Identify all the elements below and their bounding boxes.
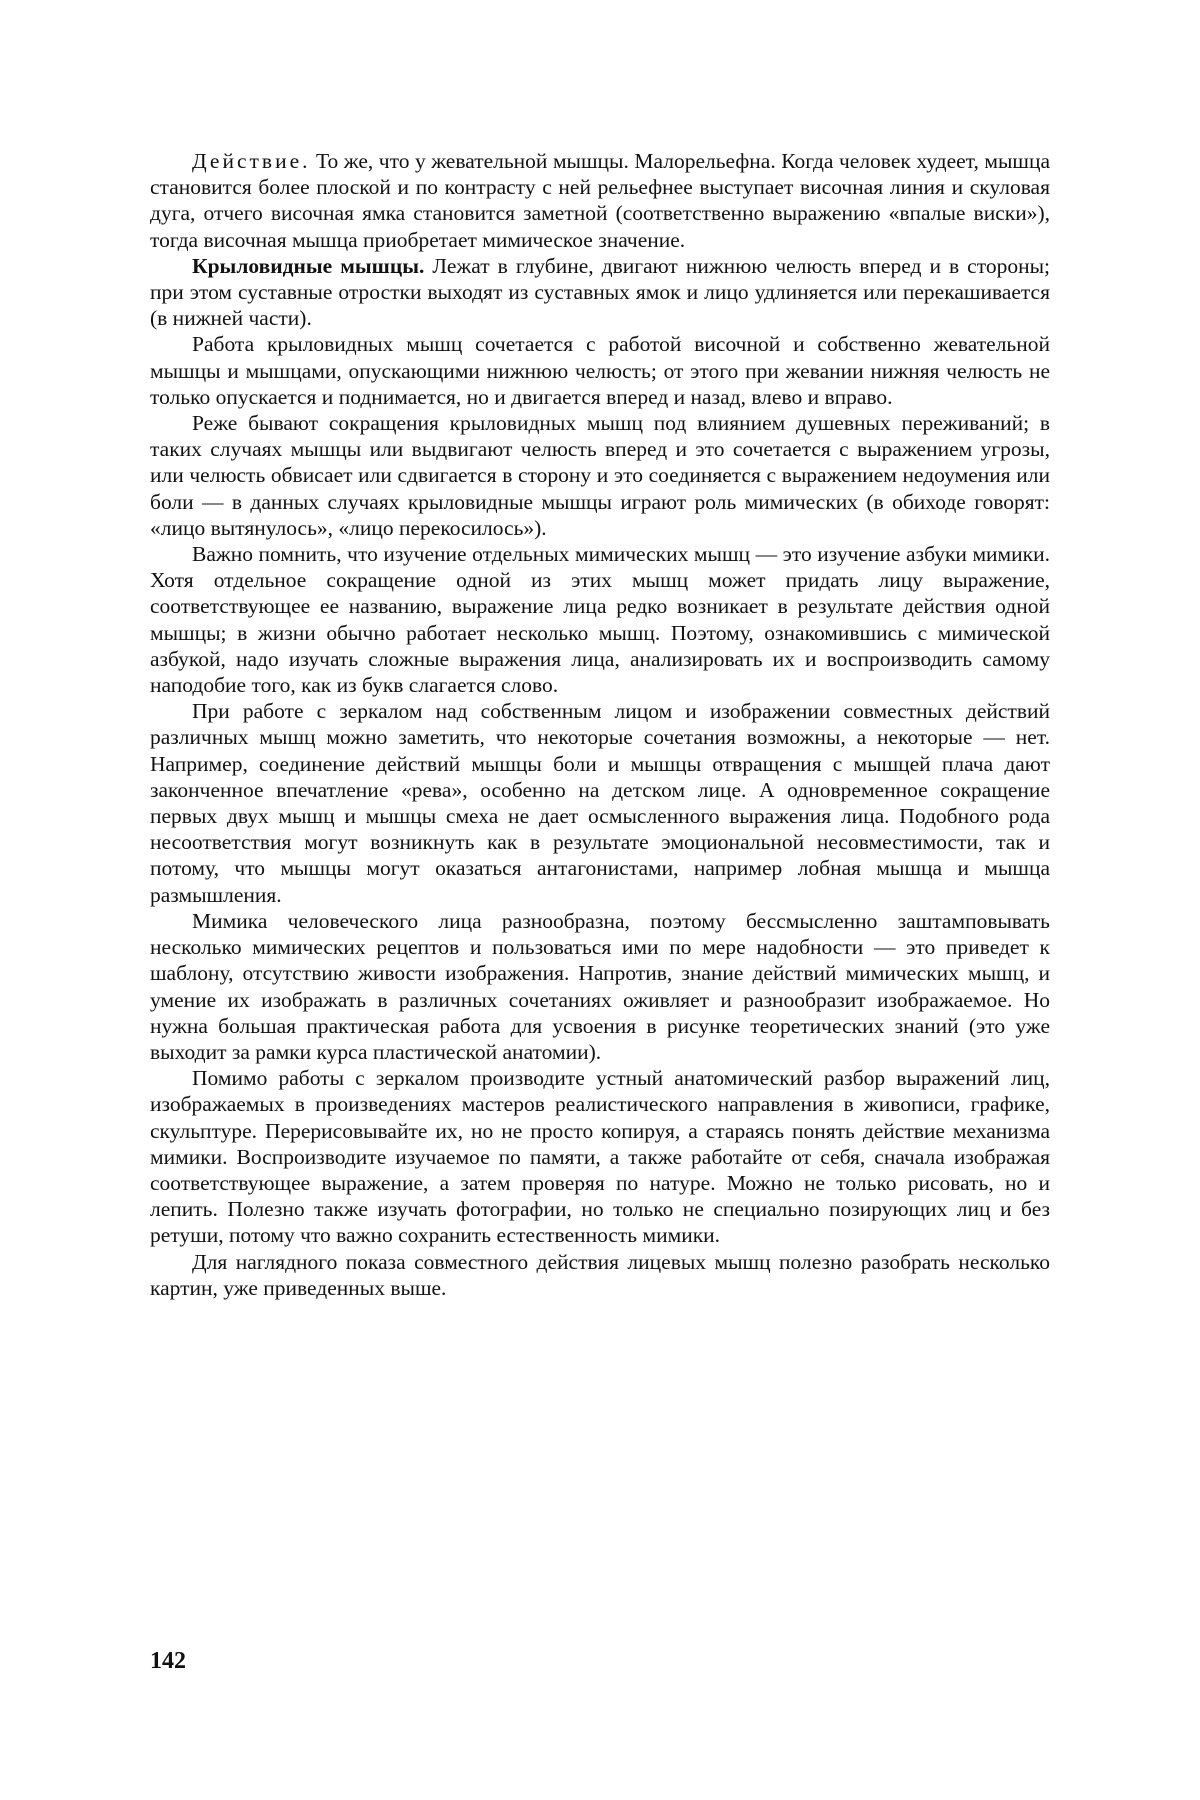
page-number: 142 xyxy=(150,1648,186,1674)
paragraph-2-text: Лежат в глубине, двигают нижнюю челюсть вперед и в стороны; при этом суставные отростки выходят из суставных ямок и лицо удлиняется или перекашивается (в нижней части). xyxy=(150,253,1050,331)
paragraph-1-text: То же, что у жевательной мышцы. Малорельефна. Когда человек худеет, мышца становится более плоской и по контрасту с ней рельефнее выступает височная линия и скуловая дуга, отчего височная ямка становится заметной (соответственно выражению «впалые виски»), тогда височная мышца приобретает мимическое значение. xyxy=(150,149,1050,252)
paragraph-5: Важно помнить, что изучение отдельных мимических мышц — это изучение азбуки мимики. Хотя отдельное сокращение одной из этих мышц может придать лицу выражение, соответствующее ее названию, выражение лица редко возникает в результате действия одной мышцы; в жизни обычно работает несколько мышц. Поэтому, ознакомившись с мимической азбукой, надо изучать сложные выражения лица, анализировать их и воспроизводить самому наподобие того, как из букв слагается слово. xyxy=(150,542,1050,698)
paragraph-2-lead: Крыловидные мышцы. xyxy=(192,253,425,278)
paragraph-2 xyxy=(150,253,1050,332)
paragraph-1 xyxy=(150,148,1050,253)
body-text xyxy=(150,148,1050,1301)
paragraph-6: При работе с зеркалом над собственным лицом и изображении совместных действий различных мышц можно заметить, что некоторые сочетания возможны, а некоторые — нет. Например, соединение действий мышцы боли и мышцы отвращения с мышцей плача дают законченное впечатление «рева», особенно на детском лице. А одновременное сокращение первых двух мышц и мышцы смеха не дает осмысленного выражения лица. Подобного рода несоответствия могут возникнуть как в результате эмоциональной несовместимости, так и потому, что мышцы могут оказаться антагонистами, например лобная мышца и мышца размышления. xyxy=(150,699,1050,907)
paragraph-4: Реже бывают сокращения крыловидных мышц под влиянием душевных переживаний; в таких случаях мышцы или выдвигают челюсть вперед и это сочетается с выражением угрозы, или челюсть обвисает или сдвигается в сторону и это соединяется с выражением недоумения или боли — в данных случаях крыловидные мышцы играют роль мимических (в обиходе говорят: «лицо вытянулось», «лицо перекосилось»). xyxy=(150,411,1050,540)
paragraph-1-lead: Действие. xyxy=(192,149,311,173)
paragraph-8: Помимо работы с зеркалом производите устный анатомический разбор выражений лиц, изображаемых в произведениях мастеров реалистического направления в живописи, графике, скульптуре. Перерисовывайте их, но не просто копируя, а стараясь понять действие механизма мимики. Воспроизводите изучаемое по памяти, а также работайте от себя, сначала изображая соответствующее выражение, а затем проверяя по натуре. Можно не только рисовать, но и лепить. Полезно также изучать фотографии, но только не специально позирующих лиц и без ретуши, потому что важно сохранить естественность мимики. xyxy=(150,1066,1050,1248)
paragraph-3: Работа крыловидных мышц сочетается с работой височной и собственно жевательной мышцы и мышцами, опускающими нижнюю челюсть; от этого при жевании нижняя челюсть не только опускается и поднимается, но и двигается вперед и назад, влево и вправо. xyxy=(150,332,1050,409)
paragraph-9: Для наглядного показа совместного действия лицевых мышц полезно разобрать несколько картин, уже приведенных выше. xyxy=(150,1249,1050,1300)
paragraph-7: Мимика человеческого лица разнообразна, поэтому бессмысленно заштамповывать несколько мимических рецептов и пользоваться ими по мере надобности — это приведет к шаблону, отсутствию живости изображения. Напротив, знание действий мимических мышц, и умение их изображать в различных сочетаниях оживляет и разнообразит изображаемое. Но нужна большая практическая работа для усвоения в рисунке теоретических знаний (это уже выходит за рамки курса пластической анатомии). xyxy=(150,908,1050,1064)
